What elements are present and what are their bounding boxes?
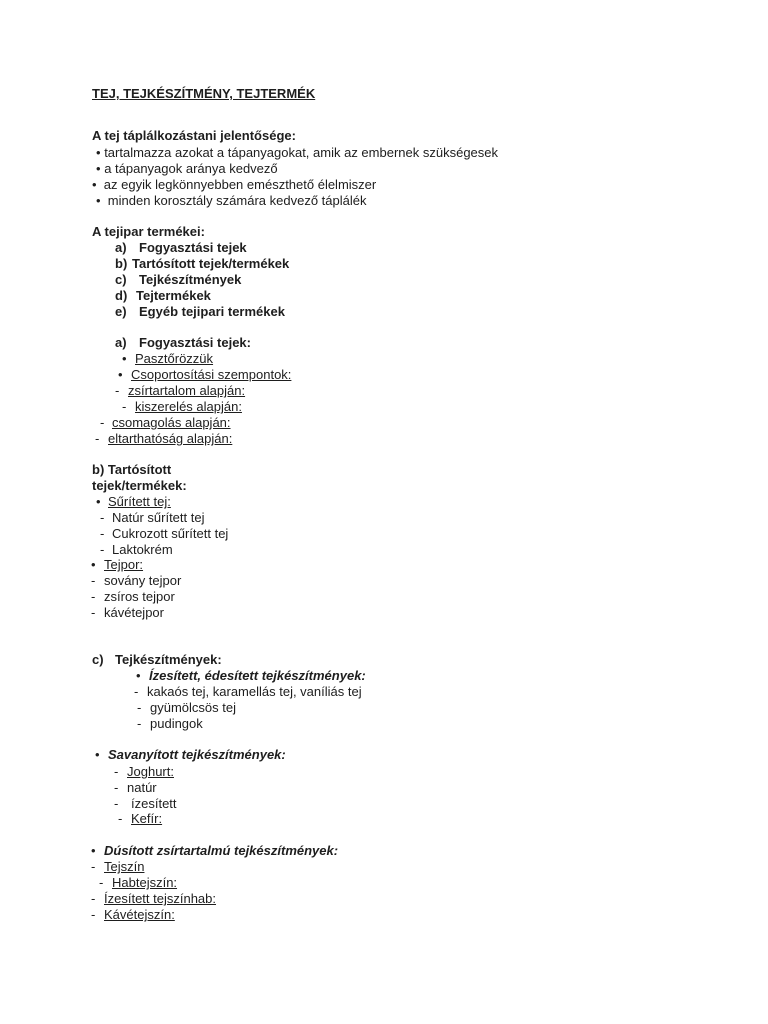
list-item: - Laktokrém: [100, 542, 173, 557]
list-item: - kakaós tej, karamellás tej, vaníliás tej: [134, 684, 362, 699]
list-item: • tartalmazza azokat a tápanyagokat, amik az embernek szükségesek: [96, 145, 499, 160]
bullet-icon: •: [96, 145, 101, 160]
bullet-icon: •: [92, 177, 97, 192]
list-item: • Csoportosítási szempontok:: [118, 367, 292, 382]
list-item: - kiszerelés alapján:: [122, 399, 242, 414]
list-item: - gyümölcsös tej: [137, 700, 236, 715]
bullet-icon: •: [91, 843, 96, 858]
list-item: • Tejpor:: [91, 557, 144, 572]
list-item: • minden korosztály számára kedvező táplálék: [96, 193, 367, 208]
list-item: d) Tejtermékek: [115, 288, 211, 303]
section-heading-enriched-fat: • Dúsított zsírtartalmú tejkészítmények:: [91, 843, 339, 858]
section-heading-preserved: b) Tartósított: [92, 462, 172, 477]
list-item: • Sűrített tej:: [96, 494, 171, 509]
section-heading-products: A tejipar termékei:: [92, 224, 205, 239]
list-item: - Kávétejszín:: [91, 907, 175, 922]
list-item: - eltarthatóság alapján:: [95, 431, 233, 446]
list-item: b) Tartósított tejek/termékek: [115, 256, 290, 271]
list-item: e) Egyéb tejipari termékek: [115, 304, 285, 319]
list-item: - csomagolás alapján:: [100, 415, 231, 430]
list-item: - kávétejpor: [91, 605, 164, 620]
list-item: - Kefír:: [118, 811, 163, 826]
list-item: - natúr: [114, 780, 157, 795]
list-item: - Cukrozott sűrített tej: [100, 526, 229, 541]
list-item: - Tejszín: [91, 859, 145, 874]
bullet-icon: •: [136, 668, 141, 683]
bullet-icon: •: [122, 351, 127, 366]
bullet-icon: •: [118, 367, 123, 382]
list-item: - ízesített: [114, 796, 177, 811]
bullet-icon: •: [96, 494, 101, 509]
list-item: - Joghurt:: [114, 764, 174, 779]
list-item: - pudingok: [137, 716, 203, 731]
list-item: - sovány tejpor: [91, 573, 182, 588]
bullet-icon: •: [96, 193, 101, 208]
list-item: - zsírtartalom alapján:: [115, 383, 246, 398]
bullet-icon: •: [95, 747, 100, 762]
list-item: • Ízesített, édesített tejkészítmények:: [136, 668, 366, 683]
list-item: • a tápanyagok aránya kedvező: [96, 161, 278, 176]
section-heading-dairy-preparations: c) Tejkészítmények:: [92, 652, 222, 667]
list-item: • Pasztőrözzük: [122, 351, 214, 366]
list-item: - zsíros tejpor: [91, 589, 175, 604]
list-item: - Habtejszín:: [99, 875, 178, 890]
list-item: - Ízesített tejszínhab:: [91, 891, 217, 906]
list-item: a) Fogyasztási tejek: [115, 240, 247, 255]
section-heading-fermented: • Savanyított tejkészítmények:: [95, 747, 286, 762]
list-item: - Natúr sűrített tej: [100, 510, 205, 525]
section-heading-consumer-milk: a) Fogyasztási tejek:: [115, 335, 251, 350]
list-item: • az egyik legkönnyebben emészthető élelmiszer: [92, 177, 377, 192]
list-item: c) Tejkészítmények: [115, 272, 242, 287]
section-heading-preserved-cont: tejek/termékek:: [92, 478, 187, 493]
document-title: TEJ, TEJKÉSZÍTMÉNY, TEJTERMÉK: [92, 86, 316, 101]
section-heading-nutrition: A tej táplálkozástani jelentősége:: [92, 128, 296, 143]
bullet-icon: •: [96, 161, 101, 176]
bullet-icon: •: [91, 557, 96, 572]
